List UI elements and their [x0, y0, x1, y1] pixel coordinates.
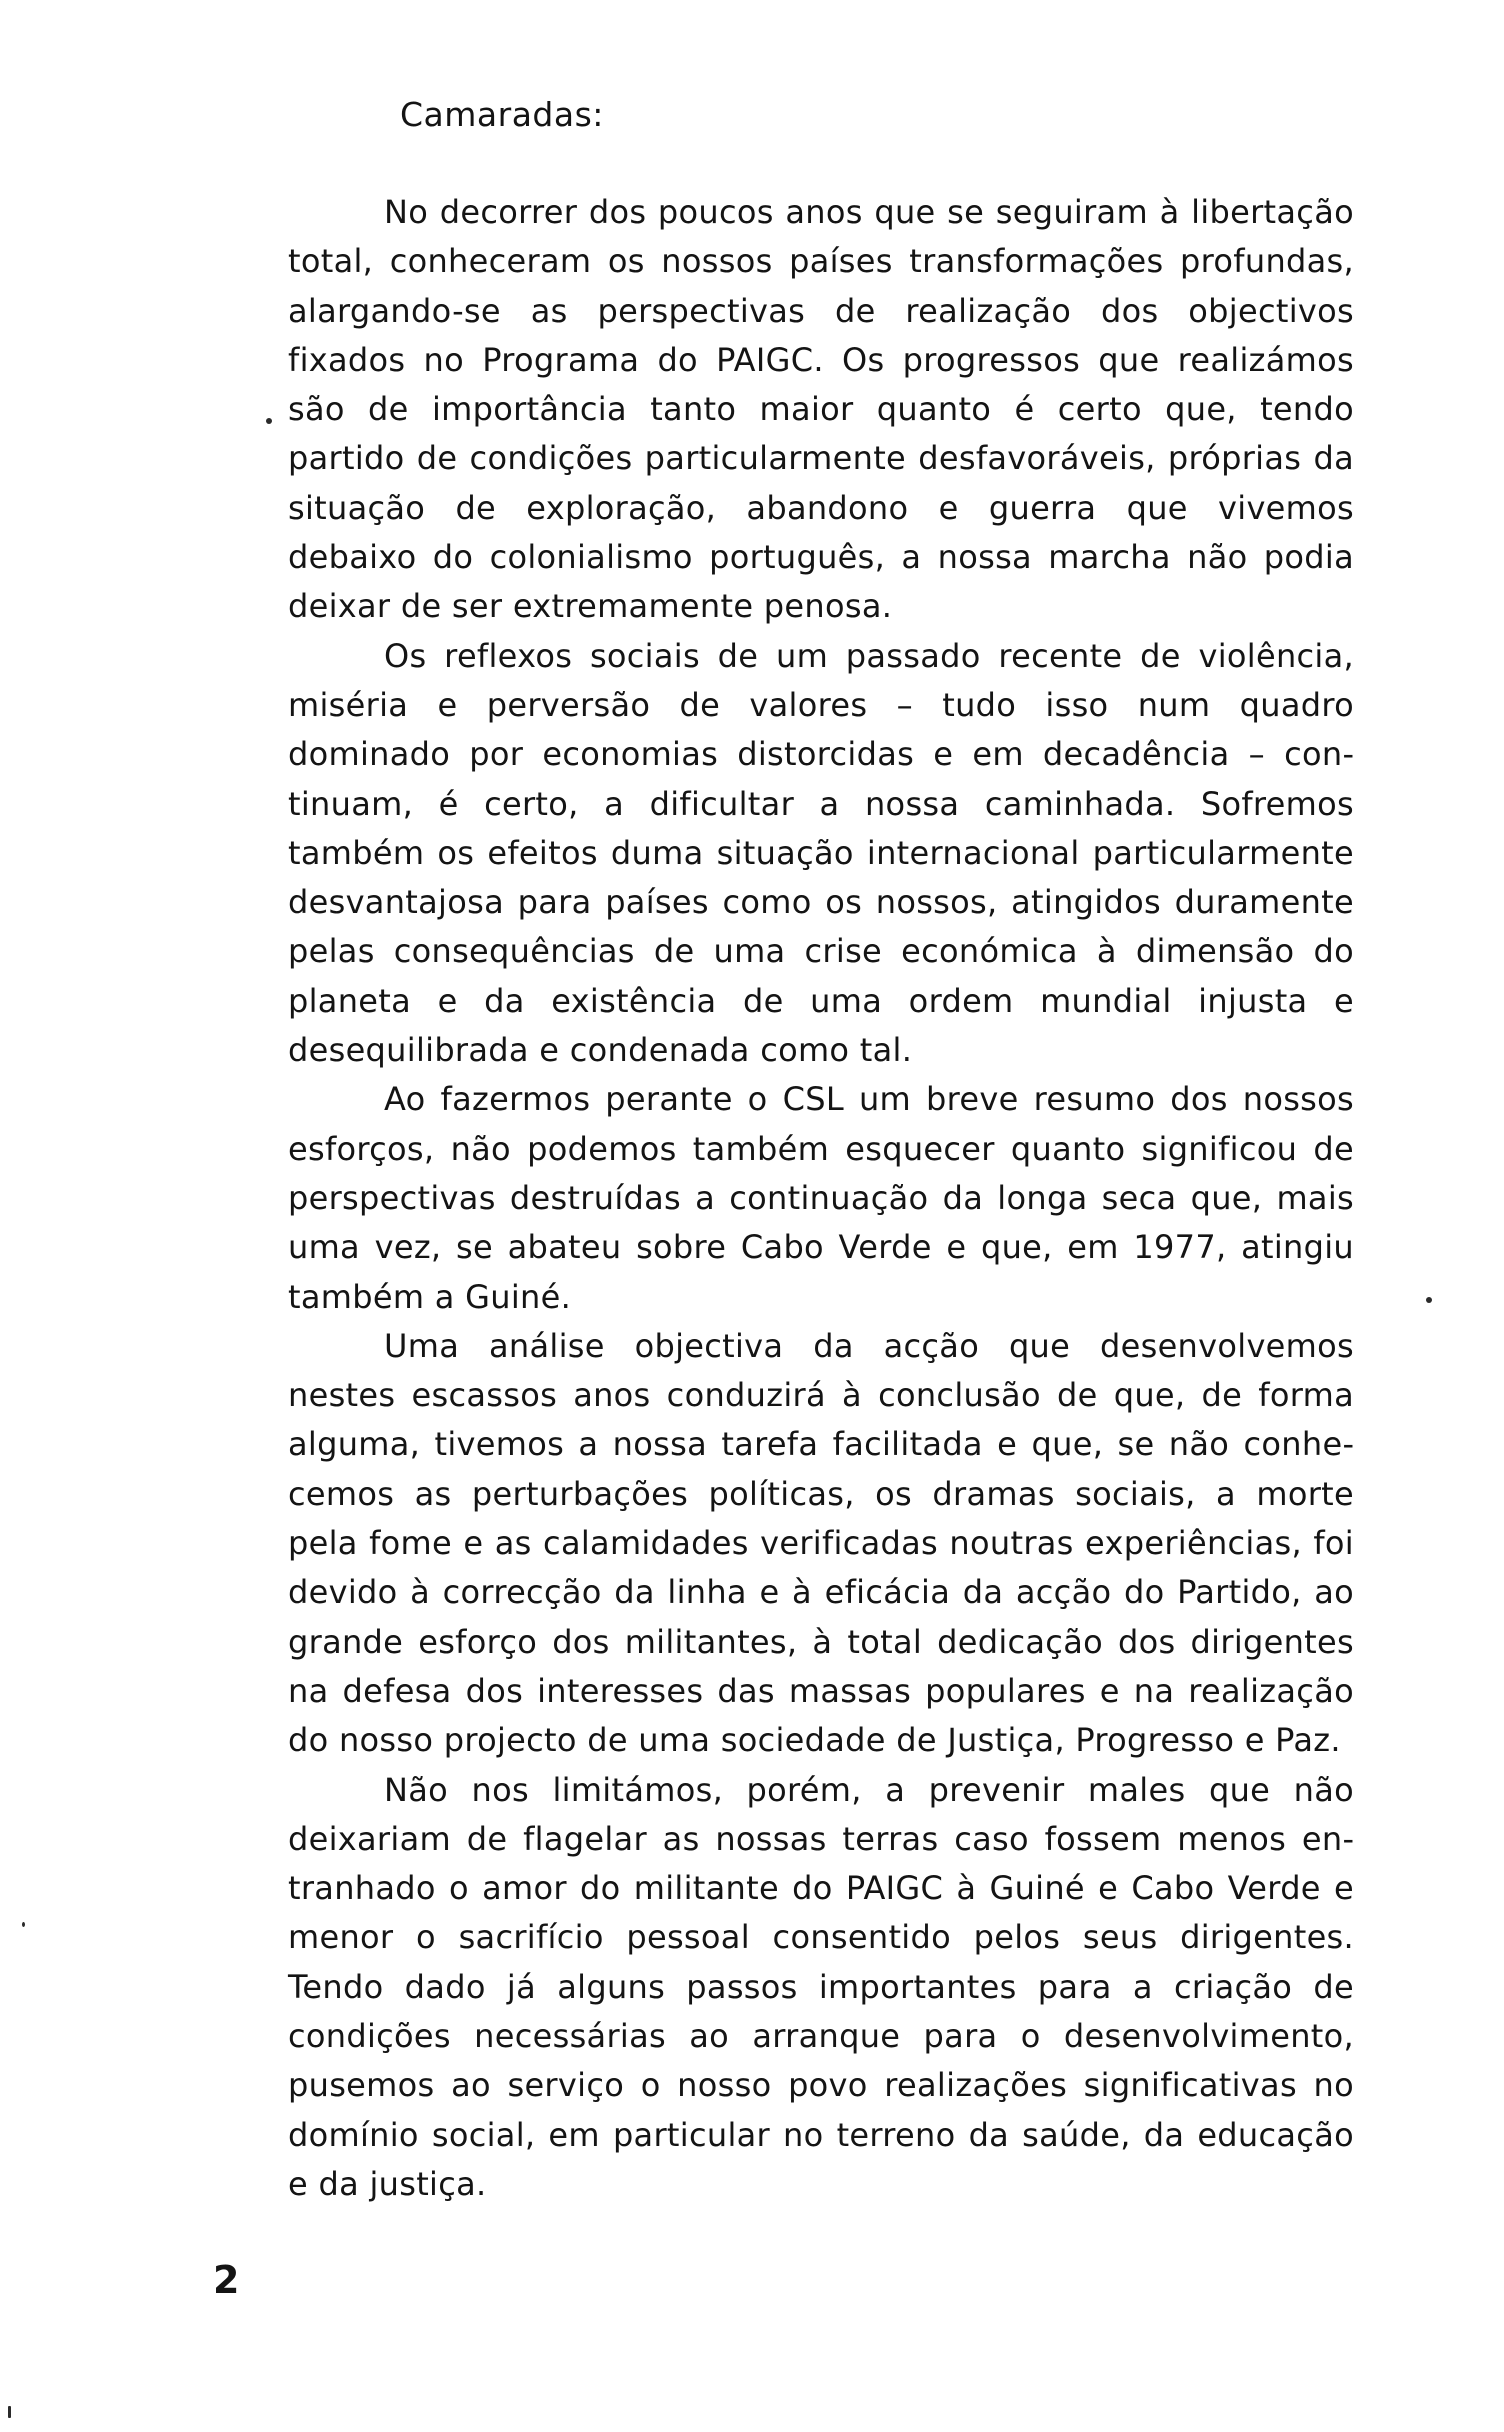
paragraph-4: Uma análise objectiva da acção que desenvolvemos nestes escassos anos conduzirá à conclusão de que, de forma alguma, tivemos a nossa tarefa facilitada e que, se não conhecemos as perturbações políticas, os dramas sociais, a morte pela fome e as calamidades verificadas noutras experiências, foi devido à correcção da linha e à eficácia da acção do Partido, ao grande esforço dos militantes, à total dedicação dos dirigentes na defesa dos interesses das massas populares e na realização do nosso projecto de uma sociedade de Justiça, Progresso e Paz. [288, 1326, 1354, 1760]
scan-speck [1426, 1297, 1432, 1303]
scan-speck [266, 418, 272, 424]
body-text [288, 188, 1354, 2209]
paragraph-2: Os reflexos sociais de um passado recente de violência, miséria e perversão de valores – tudo isso num quadro dominado por economias distorcidas e em decadência – continuam, é certo, a dificultar a nossa caminhada. Sofremos também os efeitos duma situação internacional particularmente desvantajosa para países como os nossos, atingidos duramente pelas consequências de uma crise económica à dimensão do planeta e da existência de uma ordem mundial injusta e desequilibrada e condenada como tal. [288, 636, 1354, 1070]
paragraph-5: Não nos limitámos, porém, a prevenir males que não deixariam de flagelar as nossas terras caso fossem menos entranhado o amor do militante do PAIGC à Guiné e Cabo Verde e menor o sacrifício pessoal consentido pelos seus dirigentes. Tendo dado já alguns passos importantes para a criação de condições necessárias ao arranque para o desenvolvimento, pusemos ao serviço o nosso povo realizações significativas no domínio social, em particular no terreno da saúde, da educação e da justiça. [288, 1770, 1354, 2203]
paragraph-1: No decorrer dos poucos anos que se seguiram à libertação total, conheceram os nossos países transformações profundas, alargando-se as perspectivas de realização dos objectivos fixados no Programa do PAIGC. Os progressos que realizámos são de importância tanto maior quanto é certo que, tendo partido de condições particularmente desfavoráveis, próprias da situação de exploração, abandono e guerra que vivemos debaixo do colonialismo português, a nossa marcha não podia deixar de ser extremamente penosa. [288, 193, 1354, 626]
scan-speck [22, 1922, 25, 1927]
scan-speck [8, 2406, 11, 2418]
page-number: 2 [213, 2258, 240, 2302]
paragraph-3: Ao fazermos perante o CSL um breve resumo dos nossos esforços, não podemos também esquecer quanto significou de perspectivas destruídas a continuação da longa seca que, mais uma vez, se abateu sobre Cabo Verde e que, em 1977, atingiu também a Guiné. [288, 1080, 1354, 1316]
salutation: Camaradas: [400, 95, 604, 134]
